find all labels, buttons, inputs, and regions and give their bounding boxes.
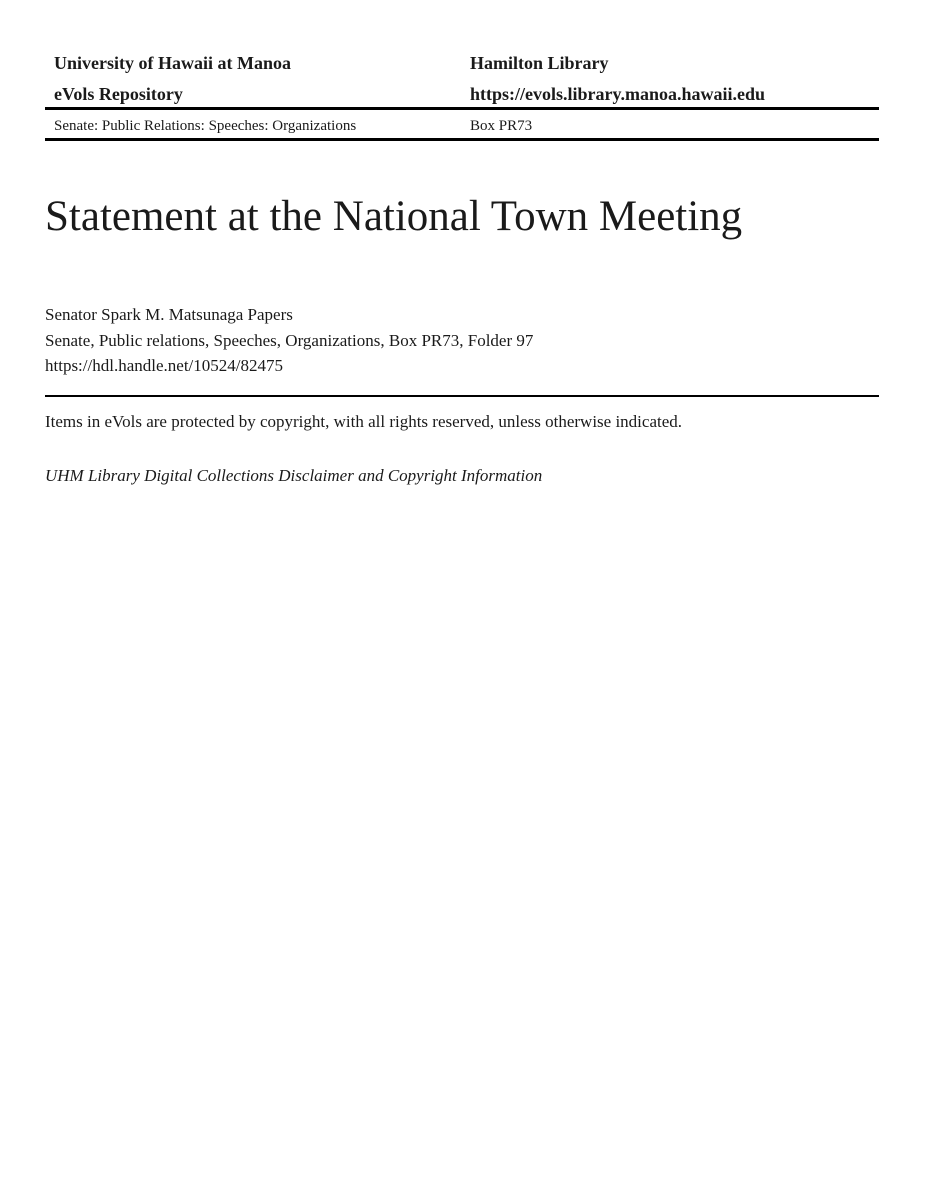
disclaimer-copyright-link[interactable]: UHM Library Digital Collections Disclaimer and Copyright Information bbox=[45, 466, 543, 485]
box-number: Box PR73 bbox=[470, 118, 533, 134]
institution-name: University of Hawaii at Manoa bbox=[54, 53, 291, 73]
handle-url-link[interactable]: https://hdl.handle.net/10524/82475 bbox=[45, 356, 283, 375]
document-title: Statement at the National Town Meeting bbox=[45, 193, 743, 240]
header-divider-top bbox=[45, 107, 879, 110]
copyright-notice: Items in eVols are protected by copyright, with all rights reserved, unless otherwise indicated. bbox=[45, 412, 683, 431]
header-divider-bottom bbox=[45, 138, 879, 141]
repository-url-link[interactable]: https://evols.library.manoa.hawaii.edu bbox=[470, 84, 766, 104]
repository-name: eVols Repository bbox=[54, 84, 183, 104]
metadata-block bbox=[45, 302, 533, 379]
collection-breadcrumb: Senate: Public Relations: Speeches: Organizations bbox=[54, 118, 357, 134]
footer-divider bbox=[45, 395, 879, 397]
item-location: Senate, Public relations, Speeches, Organizations, Box PR73, Folder 97 bbox=[45, 330, 534, 350]
collection-name: Senator Spark M. Matsunaga Papers bbox=[45, 305, 293, 324]
library-name: Hamilton Library bbox=[470, 53, 609, 73]
